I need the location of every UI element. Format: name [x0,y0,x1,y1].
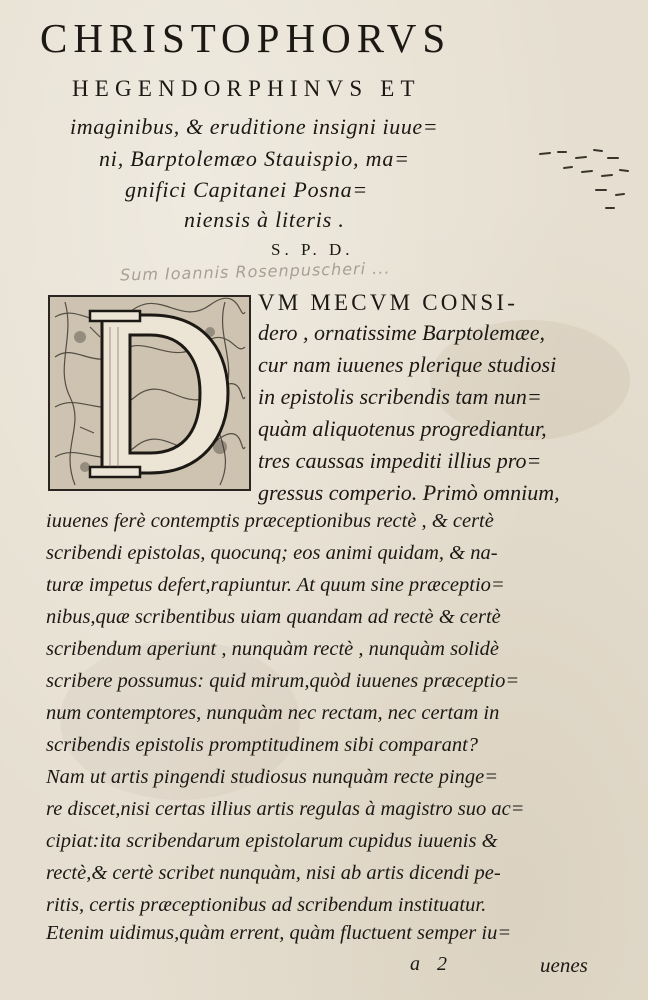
text-line: num contemptores, nunquàm nec rectam, nec certam in [46,702,500,724]
text-line: cipiat:ita scribendarum epistolarum cupidus iuuenis & [46,830,498,852]
text-line: quàm aliquotenus progrediantur, [258,416,547,441]
opening-capitals: VM MECVM CONSI- [258,290,519,315]
signature-mark: a 2 [410,953,453,975]
text-line: tres caussas impediti illius pro= [258,448,542,473]
margin-marks [536,140,646,230]
text-line: scribendum aperiunt , nunquàm rectè , nunquàm solidè [46,638,500,660]
initial-woodcut-icon [50,297,249,489]
text-line: scribere possumus: quid mirum,quòd iuuenes præceptio= [46,670,520,692]
text-line: re discet,nisi certas illius artis regulas à magistro suo ac= [46,798,525,820]
heading-line: niensis à literis . [184,207,345,232]
page-title: CHRISTOPHORVS [40,15,452,61]
text-line: scribendis epistolis promptitudinem sibi comparant? [46,734,479,756]
text-line: iuuenes ferè contemptis præceptionibus rectè , & certè [46,510,494,532]
text-line: in epistolis scribendis tam nun= [258,384,542,409]
text-line: Etenim uidimus,quàm errent, quàm fluctuent semper iu= [46,922,512,944]
heading-line: imaginibus, & eruditione insigni iuue= [70,114,439,139]
catchword: uenes [540,953,588,977]
text-line: gressus comperio. Primò omnium, [258,480,560,505]
text-line: scribendi epistolas, quocunq; eos animi quidam, & na- [46,542,498,564]
heading-line: ni, Barptolemæo Stauispio, ma= [99,146,410,171]
page-subtitle: HEGENDORPHINVS ET [72,76,421,101]
text-line: Nam ut artis pingendi studiosus nunquàm recte pinge= [46,766,499,788]
text-line: ritis, certis præceptionibus ad scribendum instituatur. [46,894,487,916]
text-line: turæ impetus defert,rapiuntur. At quum sine præceptio= [46,574,505,596]
salutation: S. P. D. [271,240,354,259]
manuscript-ownership-note: Sum Ioannis Rosenpuscheri ... [119,258,391,285]
text-line: cur nam iuuenes plerique studiosi [258,352,557,377]
text-line: dero , ornatissime Barptolemæe, [258,320,545,345]
decorated-initial [48,295,251,491]
heading-line: gnifici Capitanei Posna= [125,177,369,202]
text-line: nibus,quæ scribentibus uiam quandam ad rectè & certè [46,606,501,628]
text-line: rectè,& certè scribet nunquàm, nisi ab artis dicendi pe- [46,862,501,884]
